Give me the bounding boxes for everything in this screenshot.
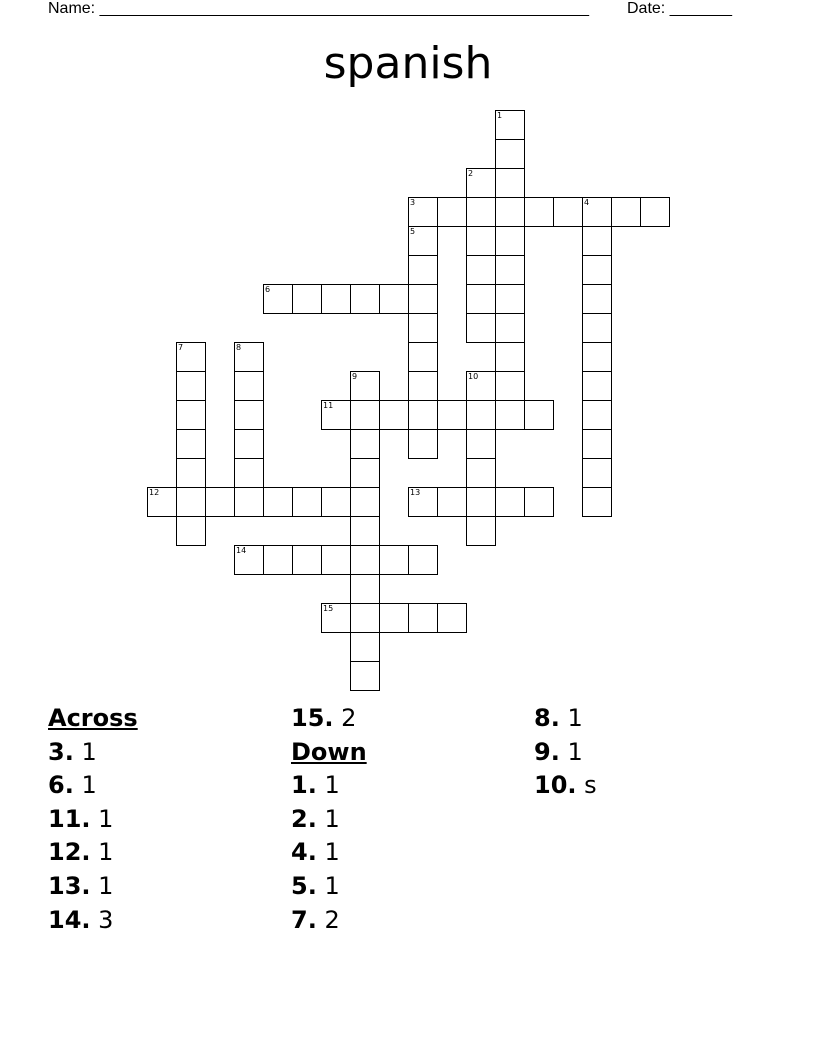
- crossword-cell[interactable]: [582, 400, 612, 430]
- crossword-cell[interactable]: [379, 400, 409, 430]
- crossword-cell[interactable]: [466, 516, 496, 546]
- clue-text: 2: [341, 704, 357, 732]
- crossword-cell[interactable]: [582, 197, 612, 227]
- crossword-cell[interactable]: [263, 284, 293, 314]
- crossword-cell[interactable]: [408, 255, 438, 285]
- crossword-cell[interactable]: [466, 371, 496, 401]
- page-title: spanish: [323, 38, 493, 89]
- clue-number: 1.: [291, 771, 317, 800]
- clue-number: 6.: [48, 771, 74, 800]
- clue-text: 1: [324, 804, 340, 833]
- crossword-cell[interactable]: [466, 284, 496, 314]
- crossword-cell[interactable]: [350, 603, 380, 633]
- crossword-cell[interactable]: [350, 429, 380, 459]
- crossword-cell[interactable]: [176, 429, 206, 459]
- crossword-cell[interactable]: [524, 197, 554, 227]
- clue-across-13: [48, 870, 278, 904]
- crossword-cell[interactable]: [350, 545, 380, 575]
- clue-number-label: 6: [265, 285, 271, 294]
- crossword-cell[interactable]: [234, 371, 264, 401]
- crossword-cell[interactable]: [495, 255, 525, 285]
- crossword-cell[interactable]: [495, 139, 525, 169]
- clue-number-label: 7: [178, 343, 184, 352]
- crossword-cell[interactable]: [495, 342, 525, 372]
- clue-text: 1: [324, 771, 340, 800]
- crossword-cell[interactable]: [234, 342, 264, 372]
- crossword-cell[interactable]: [176, 342, 206, 372]
- crossword-cell[interactable]: [582, 371, 612, 401]
- clue-number: 15.: [291, 704, 334, 732]
- crossword-cell[interactable]: [582, 284, 612, 314]
- clue-number: 13.: [48, 871, 91, 900]
- crossword-cell[interactable]: [350, 574, 380, 604]
- crossword-cell[interactable]: [495, 371, 525, 401]
- crossword-cell[interactable]: [176, 487, 206, 517]
- crossword-cell[interactable]: [350, 487, 380, 517]
- clue-number-label: 9: [352, 372, 358, 381]
- crossword-cell[interactable]: [379, 545, 409, 575]
- clue-down-10: [534, 769, 764, 803]
- clue-number: 11.: [48, 804, 91, 833]
- crossword-cell[interactable]: [379, 603, 409, 633]
- crossword-cell[interactable]: [350, 661, 380, 691]
- clue-text: 1: [324, 838, 340, 867]
- clue-number: 8.: [534, 704, 560, 732]
- clue-down-7: [291, 904, 521, 938]
- crossword-cell[interactable]: [408, 371, 438, 401]
- crossword-cell[interactable]: [437, 400, 467, 430]
- crossword-cell[interactable]: [292, 487, 322, 517]
- clue-text: s: [584, 771, 597, 800]
- crossword-cell[interactable]: [495, 313, 525, 343]
- crossword-cell[interactable]: [321, 545, 351, 575]
- clue-down-2: [291, 803, 521, 837]
- clue-column-2: [291, 702, 521, 937]
- clue-number-label: 14: [236, 546, 247, 555]
- clue-text: 2: [324, 905, 340, 934]
- crossword-cell[interactable]: [466, 487, 496, 517]
- crossword-cell[interactable]: [524, 487, 554, 517]
- crossword-cell[interactable]: [466, 313, 496, 343]
- crossword-cell[interactable]: [466, 429, 496, 459]
- clue-down-5: [291, 870, 521, 904]
- crossword-cell[interactable]: [466, 197, 496, 227]
- crossword-cell[interactable]: [437, 487, 467, 517]
- crossword-cell[interactable]: [408, 197, 438, 227]
- clue-column-1: [48, 702, 278, 937]
- crossword-cell[interactable]: [553, 197, 583, 227]
- down-heading: Down: [291, 737, 367, 766]
- crossword-cell[interactable]: [350, 458, 380, 488]
- crossword-cell[interactable]: [408, 603, 438, 633]
- crossword-cell[interactable]: [292, 284, 322, 314]
- crossword-cell[interactable]: [350, 400, 380, 430]
- crossword-cell[interactable]: [437, 603, 467, 633]
- date-field-label: Date: _______: [627, 0, 732, 17]
- crossword-cell[interactable]: [205, 487, 235, 517]
- crossword-cell[interactable]: [408, 313, 438, 343]
- clue-down-9: [534, 736, 764, 770]
- crossword-cell[interactable]: [292, 545, 322, 575]
- crossword-cell[interactable]: [408, 429, 438, 459]
- crossword-cell[interactable]: [321, 284, 351, 314]
- clue-number: 10.: [534, 771, 577, 800]
- clue-across-6: [48, 769, 278, 803]
- clue-number-label: 5: [410, 227, 416, 236]
- crossword-cell[interactable]: [176, 516, 206, 546]
- crossword-cell[interactable]: [495, 400, 525, 430]
- clue-across-12: [48, 836, 278, 870]
- crossword-cell[interactable]: [321, 603, 351, 633]
- clue-text: 1: [98, 804, 114, 833]
- crossword-cell[interactable]: [524, 400, 554, 430]
- name-field-label: Name: _______________________________________________________: [48, 0, 589, 17]
- crossword-cell[interactable]: [408, 342, 438, 372]
- crossword-cell[interactable]: [350, 632, 380, 662]
- crossword-cell[interactable]: [408, 226, 438, 256]
- clue-text: 1: [567, 737, 583, 766]
- clue-text: 1: [98, 838, 114, 867]
- clue-across-15: [291, 702, 521, 736]
- clue-number: 3.: [48, 737, 74, 766]
- clue-number-label: 13: [410, 488, 421, 497]
- crossword-cell[interactable]: [466, 226, 496, 256]
- clue-down-1: [291, 769, 521, 803]
- crossword-cell[interactable]: [176, 400, 206, 430]
- crossword-cell[interactable]: [408, 487, 438, 517]
- clue-number: 9.: [534, 737, 560, 766]
- clue-number-label: 8: [236, 343, 242, 352]
- crossword-cell[interactable]: [466, 458, 496, 488]
- crossword-cell[interactable]: [582, 342, 612, 372]
- clue-number: 2.: [291, 804, 317, 833]
- clue-text: 1: [81, 771, 97, 800]
- crossword-cell[interactable]: [234, 545, 264, 575]
- crossword-cell[interactable]: [582, 429, 612, 459]
- clue-number: 14.: [48, 905, 91, 934]
- clue-text: 1: [81, 737, 97, 766]
- clue-number: 5.: [291, 871, 317, 900]
- clue-across-3: [48, 736, 278, 770]
- crossword-cell[interactable]: [582, 487, 612, 517]
- clue-text: 1: [324, 871, 340, 900]
- crossword-cell[interactable]: [611, 197, 641, 227]
- clue-number: 4.: [291, 838, 317, 867]
- across-heading: Across: [48, 704, 138, 732]
- crossword-cell[interactable]: [176, 458, 206, 488]
- crossword-cell[interactable]: [350, 516, 380, 546]
- clue-number-label: 2: [468, 169, 474, 178]
- clue-down-8: [534, 702, 764, 736]
- crossword-cell[interactable]: [495, 487, 525, 517]
- crossword-cell[interactable]: [582, 313, 612, 343]
- crossword-cell[interactable]: [408, 400, 438, 430]
- crossword-cell[interactable]: [495, 168, 525, 198]
- crossword-cell[interactable]: [582, 255, 612, 285]
- crossword-cell[interactable]: [350, 284, 380, 314]
- clue-number-label: 12: [149, 488, 160, 497]
- crossword-cell[interactable]: [234, 429, 264, 459]
- clue-number-label: 11: [323, 401, 334, 410]
- crossword-cell[interactable]: [234, 487, 264, 517]
- clue-number-label: 4: [584, 198, 590, 207]
- clue-number-label: 1: [497, 111, 503, 120]
- clue-down-4: [291, 836, 521, 870]
- crossword-cell[interactable]: [495, 110, 525, 140]
- clue-text: 1: [98, 871, 114, 900]
- crossword-cell[interactable]: [408, 284, 438, 314]
- clue-column-3: [534, 702, 764, 803]
- crossword-cell[interactable]: [321, 487, 351, 517]
- crossword-cell[interactable]: [176, 371, 206, 401]
- clue-across-11: [48, 803, 278, 837]
- clue-number-label: 10: [468, 372, 479, 381]
- crossword-cell[interactable]: [495, 284, 525, 314]
- crossword-cell[interactable]: [263, 545, 293, 575]
- crossword-cell[interactable]: [147, 487, 177, 517]
- clue-across-14: [48, 904, 278, 938]
- clue-number-label: 15: [323, 604, 334, 613]
- crossword-cell[interactable]: [582, 458, 612, 488]
- crossword-cell[interactable]: [234, 458, 264, 488]
- crossword-cell[interactable]: [466, 255, 496, 285]
- crossword-cell[interactable]: [379, 284, 409, 314]
- crossword-cell[interactable]: [495, 197, 525, 227]
- crossword-cell[interactable]: [437, 197, 467, 227]
- crossword-cell[interactable]: [408, 545, 438, 575]
- clue-number-label: 3: [410, 198, 416, 207]
- crossword-cell[interactable]: [495, 226, 525, 256]
- crossword-cell[interactable]: [466, 400, 496, 430]
- clue-number: 12.: [48, 838, 91, 867]
- crossword-cell[interactable]: [466, 168, 496, 198]
- crossword-cell[interactable]: [350, 371, 380, 401]
- crossword-cell[interactable]: [263, 487, 293, 517]
- clue-text: 3: [98, 905, 114, 934]
- clue-text: 1: [567, 704, 583, 732]
- crossword-cell[interactable]: [234, 400, 264, 430]
- crossword-cell[interactable]: [640, 197, 670, 227]
- crossword-cell[interactable]: [582, 226, 612, 256]
- clue-number: 7.: [291, 905, 317, 934]
- crossword-cell[interactable]: [321, 400, 351, 430]
